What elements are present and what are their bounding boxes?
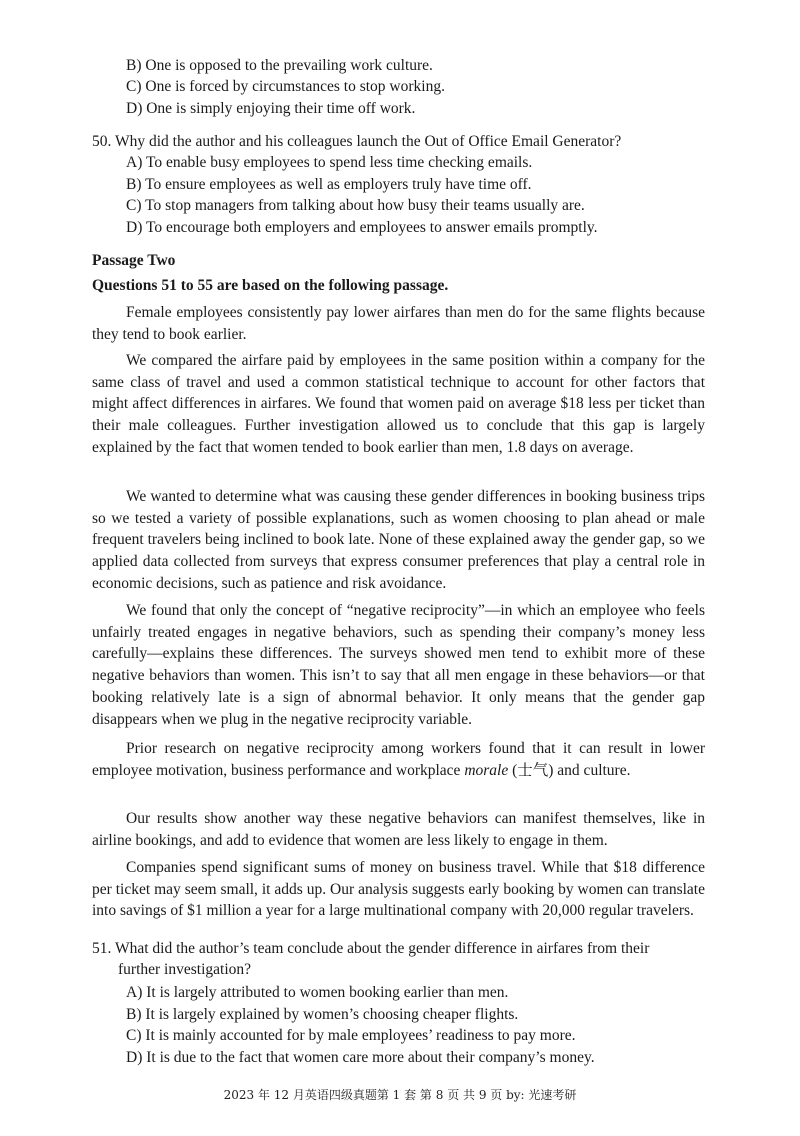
p5-text-after: (士气) and culture. — [508, 761, 631, 779]
page-footer: 2023 年 12 月英语四级真题第 1 套 第 8 页 共 9 页 by: 光速考研 — [223, 1088, 577, 1102]
q50-option-d: D) To encourage both employers and employees to answer emails promptly. — [126, 219, 598, 236]
q50-option-b: B) To ensure employees as well as employers truly have time off. — [126, 176, 532, 193]
q51-option-b: B) It is largely explained by women’s choosing cheaper flights. — [126, 1006, 519, 1023]
q49-option-d: D) One is simply enjoying their time off work. — [126, 100, 416, 117]
q50-option-a: A) To enable busy employees to spend less time checking emails. — [126, 154, 533, 171]
q49-option-b: B) One is opposed to the prevailing work culture. — [126, 57, 433, 74]
q51-stem-line2: further investigation? — [118, 961, 251, 978]
q51-stem-line1: 51. What did the author’s team conclude about the gender difference in airfares from their — [92, 940, 650, 957]
passage-paragraph-2: We compared the airfare paid by employees in the same position within a company for the same class of travel and used a common statistical technique to account for other factors that might affect differences in airfares. We found that women paid on average $18 less per ticket than their male colleagues. Further investigation allowed us to conclude that this gap is largely explained by the fact that women tended to book earlier than men, 1.8 days on average. — [92, 352, 705, 456]
passage-paragraph-5 — [92, 738, 705, 781]
passage-title: Passage Two — [92, 252, 176, 269]
passage-paragraph-7: Companies spend significant sums of money on business travel. While that $18 difference per ticket may seem small, it adds up. Our analysis suggests early booking by women can translate into savings of $1 million a year for a large multinational company with 20,000 regular travelers. — [92, 859, 705, 920]
passage-paragraph-6: Our results show another way these negative behaviors can manifest themselves, like in airline bookings, and add to evidence that women are less likely to engage in them. — [92, 810, 705, 849]
passage-paragraph-1: Female employees consistently pay lower airfares than men do for the same flights because they tend to book earlier. — [92, 304, 705, 343]
p5-text-before: Prior research on negative reciprocity among workers found that it can result in lower employee motivation, business performance and workplace — [92, 740, 705, 779]
p5-term-morale: morale — [464, 761, 509, 779]
passage-paragraph-4: We found that only the concept of “negative reciprocity”—in which an employee who feels unfairly treated engages in negative behaviors, such as spending their company’s money less carefully—explains these differences. The surveys showed men tend to exhibit more of these negative behaviors than women. This isn’t to say that all men engage in these behaviors—or that booking relatively late is a sign of abnormal behavior. It only means that the gender gap disappears when we plug in the negative reciprocity variable. — [92, 602, 705, 728]
q49-option-c: C) One is forced by circumstances to stop working. — [126, 78, 445, 95]
passage-instruction: Questions 51 to 55 are based on the following passage. — [92, 277, 449, 294]
q51-option-d: D) It is due to the fact that women care more about their company’s money. — [126, 1049, 595, 1066]
q50-stem: 50. Why did the author and his colleagues launch the Out of Office Email Generator? — [92, 133, 622, 150]
q51-option-a: A) It is largely attributed to women booking earlier than men. — [126, 984, 509, 1001]
q51-option-c: C) It is mainly accounted for by male employees’ readiness to pay more. — [126, 1027, 576, 1044]
q50-option-c: C) To stop managers from talking about how busy their teams usually are. — [126, 197, 585, 214]
passage-paragraph-3: We wanted to determine what was causing these gender differences in booking business trips so we tested a variety of possible explanations, such as women choosing to plan ahead or male frequent travelers being inclined to book late. None of these explained away the gender gap, so we applied data collected from surveys that express consumer preferences that play a central role in economic decisions, such as patience and risk avoidance. — [92, 488, 705, 592]
